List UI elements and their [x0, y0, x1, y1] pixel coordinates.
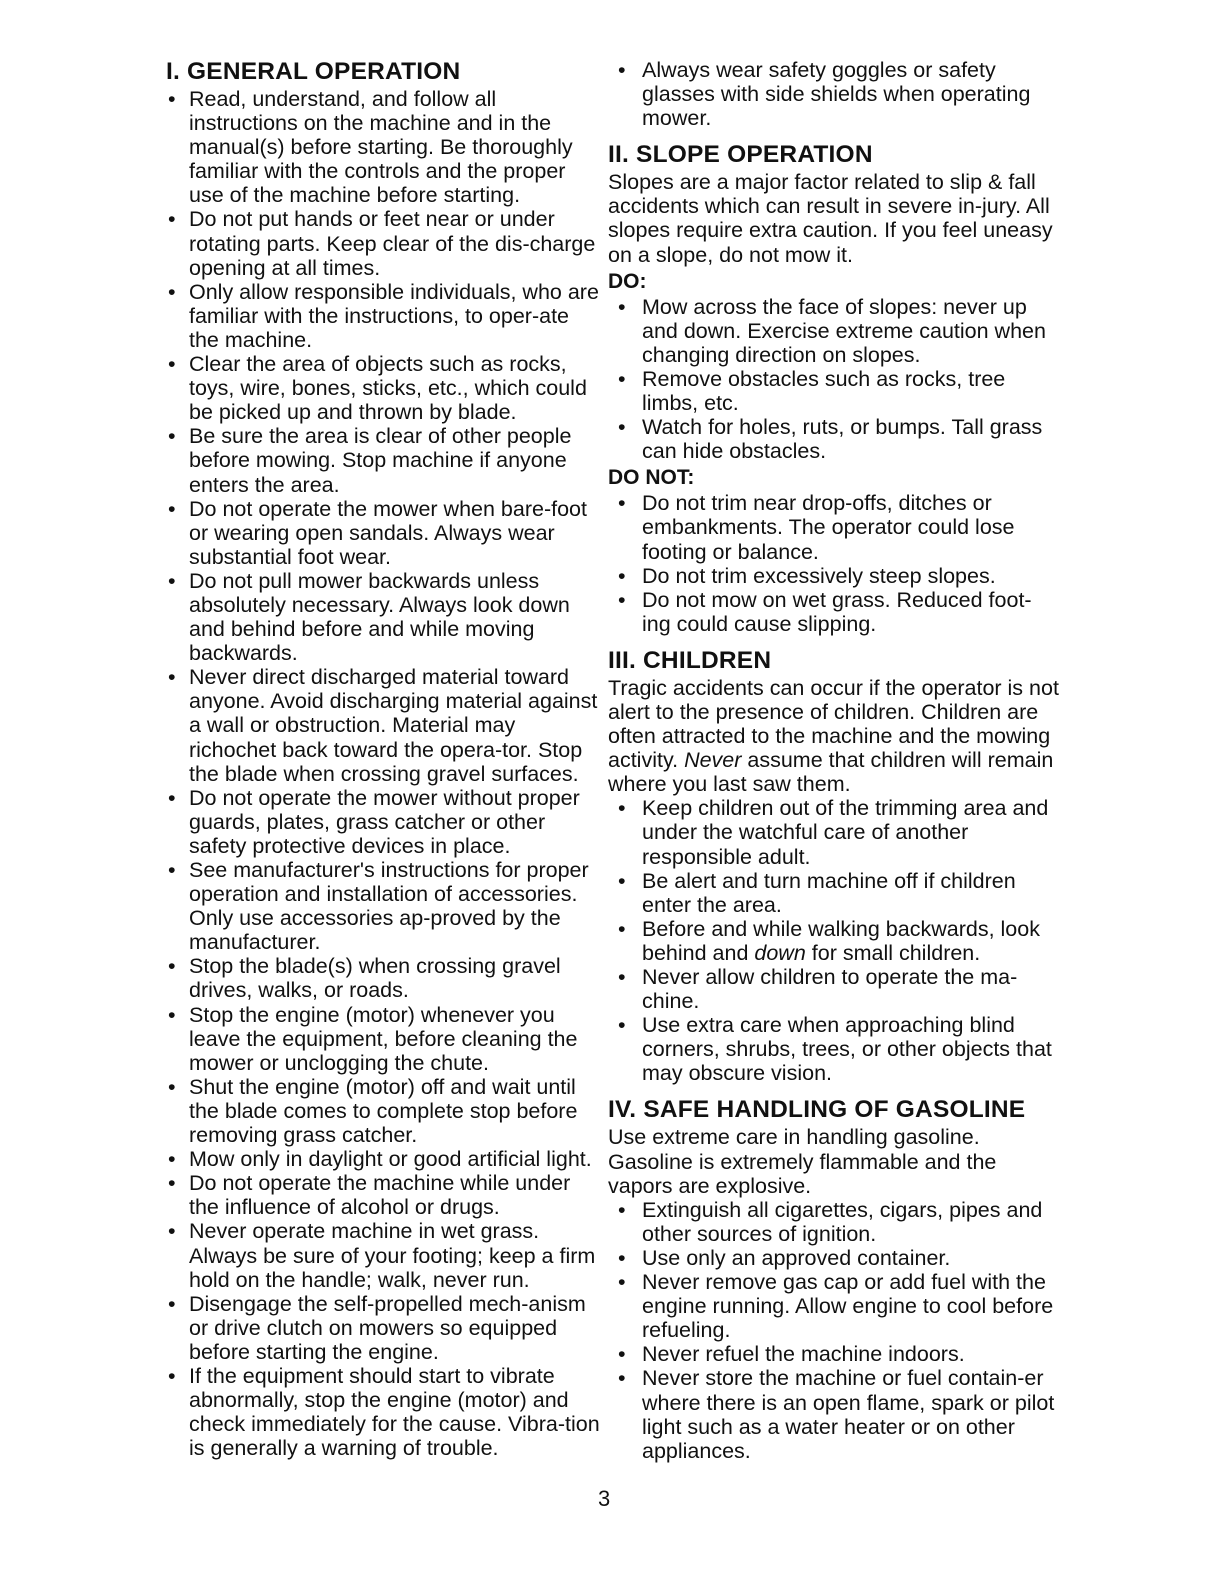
bullet-icon: •: [618, 1342, 626, 1367]
list-item: • Mow only in daylight or good artificial light.: [168, 1147, 592, 1172]
list-item: • Do not pull mower backwards unless absolutely necessary. Always look down and behind before and while moving backwards.: [168, 568, 570, 666]
list-item: • Do not operate the mower when bare-foot or wearing open sandals. Always wear substantial foot wear.: [168, 496, 587, 569]
bullet-icon: •: [168, 665, 176, 690]
list-item: • Never refuel the machine indoors.: [618, 1342, 965, 1367]
general-operation-list: [166, 87, 602, 1460]
bullet-icon: •: [618, 58, 626, 82]
bullet-icon: •: [618, 1245, 626, 1270]
bullet-icon: •: [168, 424, 176, 449]
list-item: • Extinguish all cigarettes, cigars, pipes and other sources of ignition.: [618, 1197, 1043, 1246]
list-item: • Mow across the face of slopes: never up and down. Exercise extreme caution when changing direction on slopes.: [618, 294, 1046, 367]
general-operation-heading: I. GENERAL OPERATION: [166, 58, 461, 85]
bullet-icon: •: [618, 415, 626, 440]
bullet-icon: •: [168, 496, 176, 521]
gasoline-heading: IV. SAFE HANDLING OF GASOLINE: [608, 1096, 1026, 1124]
do-list: [608, 295, 1060, 464]
list-item: • Remove obstacles such as rocks, tree limbs, etc.: [618, 366, 1006, 416]
list-item: • Watch for holes, ruts, or bumps. Tall grass can hide obstacles.: [618, 415, 1043, 464]
children-heading: III. CHILDREN: [608, 646, 772, 674]
bullet-icon: •: [168, 954, 176, 979]
left-column: [166, 58, 602, 1460]
bullet-icon: •: [618, 796, 626, 821]
do-heading: DO:: [608, 269, 647, 293]
bullet-icon: •: [618, 366, 626, 391]
list-item: • If the equipment should start to vibrate abnormally, stop the engine (motor) and check immediately for the cause. Vibra-tion is generally a warning of trouble.: [168, 1363, 600, 1461]
slope-operation-heading: II. SLOPE OPERATION: [608, 141, 873, 169]
list-item: • Do not trim near drop-offs, ditches or embankments. The operator could lose footing or balance.: [618, 491, 1015, 564]
list-item: • Never direct discharged material toward anyone. Avoid discharging material against a wall or obstruction. Material may richochet back toward the opera-tor. Stop the blade when crossing gravel surfaces.: [168, 665, 598, 786]
bullet-icon: •: [618, 1013, 626, 1038]
bullet-icon: •: [618, 1197, 626, 1222]
bullet-icon: •: [168, 87, 176, 111]
bullet-icon: •: [168, 1147, 176, 1172]
bullet-icon: •: [168, 858, 176, 882]
do-not-heading: DO NOT:: [608, 466, 695, 490]
bullet-icon: •: [168, 1219, 176, 1244]
list-item: • Keep children out of the trimming area and under the watchful care of another responsible adult.: [618, 796, 1049, 869]
list-item: • Clear the area of objects such as rocks, toys, wire, bones, sticks, etc., which could be picked up and thrown by blade.: [168, 352, 587, 425]
bullet-icon: •: [618, 587, 626, 612]
bullet-icon: •: [618, 294, 626, 319]
bullet-icon: •: [618, 868, 626, 893]
list-item: • Do not put hands or feet near or under rotating parts. Keep clear of the dis-charge opening at all times.: [168, 207, 596, 280]
bullet-icon: •: [618, 563, 626, 588]
list-item: • Do not operate the mower without proper guards, plates, grass catcher or other safety protective devices in place.: [168, 785, 580, 858]
bullet-icon: •: [168, 568, 176, 593]
list-item: • Do not trim excessively steep slopes.: [618, 563, 996, 588]
list-item: • Shut the engine (motor) off and wait until the blade comes to complete stop before removing grass catcher.: [168, 1074, 578, 1148]
bullet-icon: •: [168, 1363, 176, 1388]
bullet-icon: •: [168, 1074, 176, 1099]
general-operation-continued-list: [608, 58, 1060, 130]
bullet-icon: •: [168, 1291, 176, 1316]
page-number: 3: [598, 1486, 611, 1511]
list-item: • Never remove gas cap or add fuel with the engine running. Allow engine to cool before refueling.: [618, 1270, 1054, 1343]
bullet-icon: •: [168, 352, 176, 377]
list-item: • Use only an approved container.: [618, 1245, 951, 1270]
list-item: • Do not operate the machine while under the influence of alcohol or drugs.: [168, 1171, 571, 1220]
gasoline-list: [608, 1198, 1060, 1463]
bullet-icon: •: [168, 785, 176, 810]
list-item: • Use extra care when approaching blind corners, shrubs, trees, or other objects that may obscure vision.: [618, 1013, 1052, 1086]
list-item: • Never allow children to operate the ma-chine.: [618, 965, 1018, 1014]
list-item: • Read, understand, and follow all instructions on the machine and in the manual(s) before starting. Be thoroughly familiar with the controls and the proper use of the machine before starting.: [168, 87, 573, 208]
list-item: • See manufacturer's instructions for proper operation and installation of accessories. Only use accessories ap-proved by the manufacturer.: [168, 858, 589, 955]
list-item: • Disengage the self-propelled mech-anism or drive clutch on mowers so equipped before starting the engine.: [168, 1291, 586, 1364]
list-item: • Stop the engine (motor) whenever you leave the equipment, before cleaning the mower or unclogging the chute.: [168, 1002, 578, 1075]
bullet-icon: •: [168, 1171, 176, 1196]
bullet-icon: •: [168, 207, 176, 232]
bullet-icon: •: [618, 965, 626, 989]
bullet-icon: •: [618, 1366, 626, 1391]
list-item: • Never store the machine or fuel contain-er where there is an open flame, spark or pilot light such as a water heater or on other appliances.: [618, 1366, 1055, 1463]
list-item: • Do not mow on wet grass. Reduced foot-ing could cause slipping.: [618, 587, 1032, 636]
right-column: [608, 58, 1060, 1463]
children-list: [608, 796, 1060, 1085]
bullet-icon: •: [618, 916, 626, 941]
do-not-list: [608, 491, 1060, 636]
bullet-icon: •: [618, 1270, 626, 1295]
slope-intro: Slopes are a major factor related to slip & fall accidents which can result in severe in-jury. All slopes require extra caution. If you feel uneasy on a slope, do not mow it.: [608, 170, 1053, 267]
bullet-icon: •: [168, 1002, 176, 1027]
list-item: • Before and while walking backwards, look behind and down for small children.: [618, 916, 1040, 965]
bullet-icon: •: [618, 491, 626, 516]
bullet-icon: •: [168, 279, 176, 304]
list-item: • Be alert and turn machine off if children enter the area.: [618, 868, 1016, 917]
list-item: • Always wear safety goggles or safety glasses with side shields when operating mower.: [618, 58, 1031, 131]
list-item: • Only allow responsible individuals, who are familiar with the instructions, to oper-ate the machine.: [168, 279, 599, 352]
children-intro: Tragic accidents can occur if the operator is not alert to the presence of children. Children are often attracted to the machine and the mowing activity. Never assume that children will remain where you last saw them.: [608, 675, 1059, 797]
list-item: • Never operate machine in wet grass. Always be sure of your footing; keep a firm hold on the handle; walk, never run.: [168, 1219, 596, 1292]
gasoline-intro: Use extreme care in handling gasoline. Gasoline is extremely flammable and the vapors are explosive.: [608, 1125, 997, 1198]
list-item: • Be sure the area is clear of other people before mowing. Stop machine if anyone enters the area.: [168, 424, 572, 497]
list-item: • Stop the blade(s) when crossing gravel drives, walks, or roads.: [168, 954, 561, 1003]
